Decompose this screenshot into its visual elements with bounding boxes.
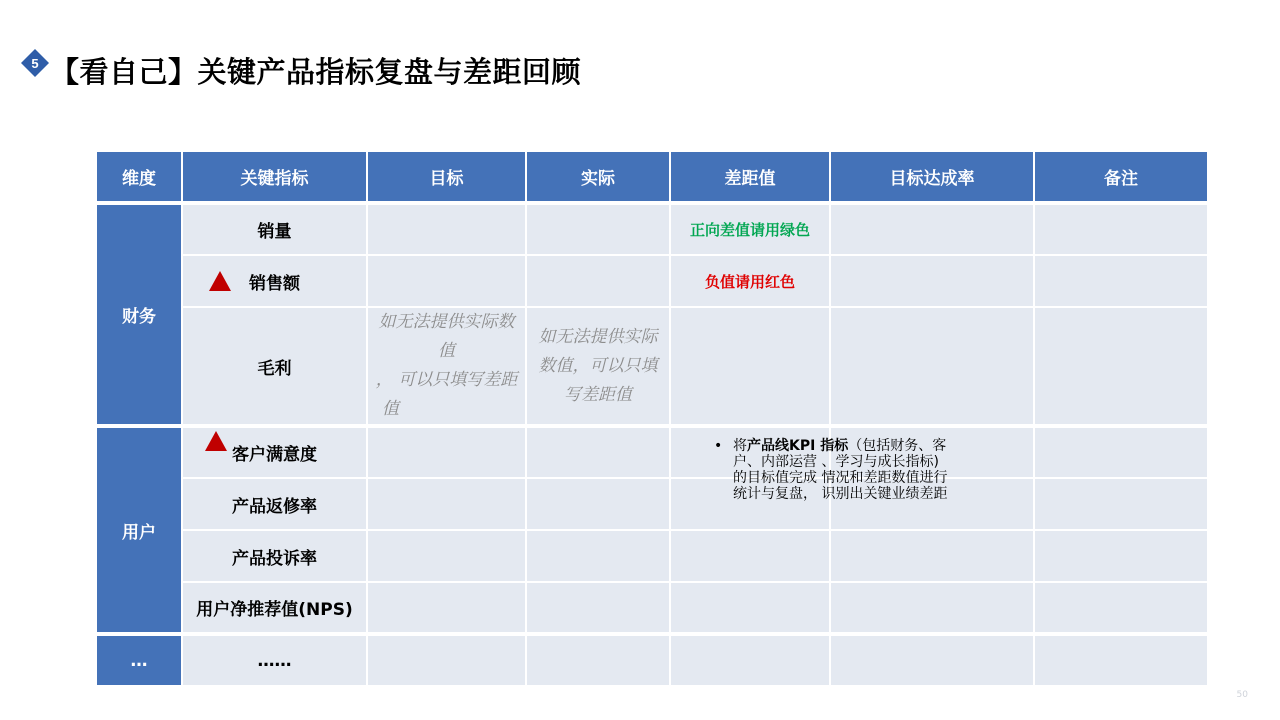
cell-remarks[interactable]: [1034, 530, 1208, 582]
table-row: [96, 582, 1208, 634]
table-row: [96, 478, 1208, 530]
cell-target-hint[interactable]: 如无法提供实际数值 ， 可以只填写差距 值: [367, 307, 526, 426]
table-row: [96, 307, 1208, 426]
header-remarks: 备注: [1034, 151, 1208, 203]
header-achievement-rate: 目标达成率: [830, 151, 1034, 203]
cell-rate[interactable]: [830, 530, 1034, 582]
cell-actual[interactable]: [526, 203, 670, 255]
table-row: [96, 426, 1208, 478]
cell-remarks[interactable]: [1034, 478, 1208, 530]
table-row: [96, 634, 1208, 686]
cell-actual-hint[interactable]: 如无法提供实际 数值，可以只填 写差距值: [526, 307, 670, 426]
cell-remarks[interactable]: [1034, 203, 1208, 255]
metric-customer-satisfaction: 客户满意度: [182, 426, 367, 478]
metric-sales-volume: 销量: [182, 203, 367, 255]
kpi-table: [95, 150, 1209, 687]
cell-gap[interactable]: [670, 307, 830, 426]
cell-target[interactable]: [367, 530, 526, 582]
cell-remarks[interactable]: [1034, 582, 1208, 634]
cell-actual[interactable]: [526, 426, 670, 478]
metric-nps: 用户净推荐值(NPS): [182, 582, 367, 634]
cell-target[interactable]: [367, 634, 526, 686]
metric-more: ……: [182, 634, 367, 686]
metric-sales-amount: 销售额: [182, 255, 367, 307]
cell-rate[interactable]: [830, 582, 1034, 634]
kpi-review-note: • 将产品线KPI 指标（包括财务、客 户、内部运营 、学习与成长指标) 的目标值完成 情况和差距数值进行 统计与复盘， 识别出关键业绩差距: [714, 438, 948, 502]
cell-gap[interactable]: [670, 255, 830, 307]
cell-target[interactable]: [367, 426, 526, 478]
table-row: [96, 255, 1208, 307]
cell-remarks[interactable]: [1034, 255, 1208, 307]
cell-actual[interactable]: [526, 478, 670, 530]
warning-triangle-icon: [209, 271, 231, 291]
cell-actual[interactable]: [526, 582, 670, 634]
dimension-more: …: [96, 634, 182, 686]
cell-gap[interactable]: [670, 203, 830, 255]
cell-remarks[interactable]: [1034, 307, 1208, 426]
metric-return-rate: 产品返修率: [182, 478, 367, 530]
badge-number: 5: [31, 56, 39, 71]
cell-target[interactable]: [367, 203, 526, 255]
cell-rate[interactable]: [830, 307, 1034, 426]
header-actual: 实际: [526, 151, 670, 203]
page-number: 50: [1236, 690, 1248, 700]
metric-gross-profit: 毛利: [182, 307, 367, 426]
gap-negative-note: 负值请用红色: [704, 272, 795, 291]
warning-triangle-icon: [205, 431, 227, 451]
cell-remarks[interactable]: [1034, 426, 1208, 478]
metric-complaint-rate: 产品投诉率: [182, 530, 367, 582]
table-header-row: [96, 151, 1208, 203]
table-row: [96, 203, 1208, 255]
cell-target[interactable]: [367, 582, 526, 634]
dimension-finance: 财务: [96, 203, 182, 426]
cell-gap[interactable]: [670, 582, 830, 634]
header-key-metric: 关键指标: [182, 151, 367, 203]
cell-rate[interactable]: [830, 634, 1034, 686]
dimension-user: 用户: [96, 426, 182, 634]
bullet-icon: •: [714, 438, 723, 454]
cell-actual[interactable]: [526, 634, 670, 686]
cell-remarks[interactable]: [1034, 634, 1208, 686]
cell-rate[interactable]: [830, 203, 1034, 255]
header-target: 目标: [367, 151, 526, 203]
header-dimension: 维度: [96, 151, 182, 203]
gap-positive-note: 正向差值请用绿色: [689, 221, 810, 239]
cell-gap[interactable]: [670, 530, 830, 582]
cell-gap[interactable]: [670, 634, 830, 686]
table-row: [96, 530, 1208, 582]
cell-actual[interactable]: [526, 255, 670, 307]
page-title: 【看自己】关键产品指标复盘与差距回顾: [50, 55, 582, 89]
cell-target[interactable]: [367, 478, 526, 530]
cell-actual[interactable]: [526, 530, 670, 582]
section-number-badge: [20, 48, 50, 78]
cell-target[interactable]: [367, 255, 526, 307]
header-gap: 差距值: [670, 151, 830, 203]
cell-rate[interactable]: [830, 255, 1034, 307]
